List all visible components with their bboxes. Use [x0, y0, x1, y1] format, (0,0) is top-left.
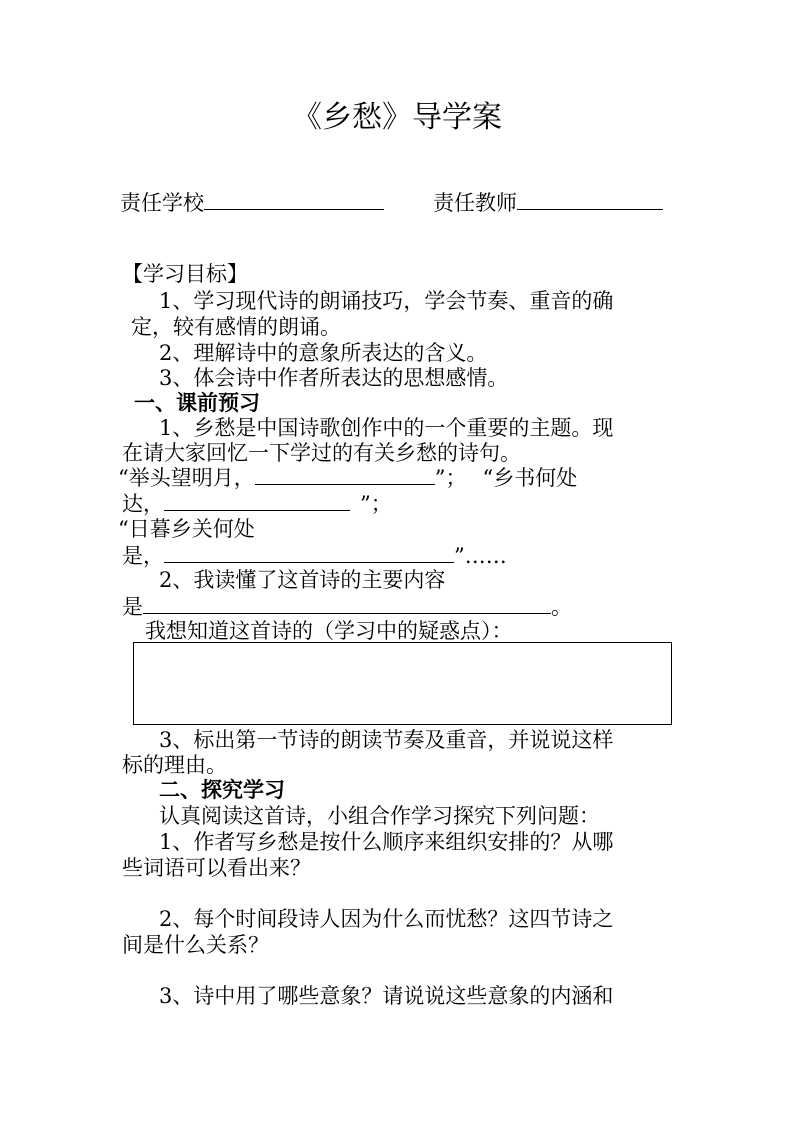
quote2-start: “乡书何处	[482, 466, 578, 490]
explore-q1-line-1: 1、作者写乡愁是按什么顺序来组织安排的？从哪	[159, 830, 614, 854]
preview-q3-line-1: 3、标出第一节诗的朗读节奏及重音，并说说这样	[159, 728, 614, 752]
quote-line-3	[122, 542, 507, 569]
quote-line-2	[122, 490, 392, 517]
quote1-blank[interactable]	[255, 464, 435, 485]
quote3-end: ”……	[454, 544, 507, 568]
school-blank[interactable]	[204, 189, 384, 210]
quote2-end: ”；	[360, 492, 392, 516]
doubt-label: 我想知道这首诗的（学习中的疑惑点）：	[145, 619, 513, 643]
quote1-end: ”；	[434, 466, 467, 490]
preview-q3-line-2: 标的理由。	[122, 753, 227, 777]
explore-intro: 认真阅读这首诗，小组合作学习探究下列问题：	[159, 804, 600, 828]
preview-q1-line-1: 1、乡愁是中国诗歌创作中的一个重要的主题。现	[159, 416, 614, 440]
quote2-cont: 达，	[122, 492, 164, 516]
goal-item-1-line-1: 1、学习现代诗的朗诵技巧，学会节奏、重音的确	[159, 289, 614, 313]
section-explore-heading: 二、探究学习	[159, 777, 285, 802]
quote3-cont: 是，	[122, 544, 164, 568]
quote2-blank[interactable]	[164, 490, 350, 511]
explore-q3-line-1: 3、诗中用了哪些意象？请说说这些意象的内涵和	[159, 984, 614, 1008]
quote3-blank[interactable]	[164, 542, 454, 563]
school-label: 责任学校	[120, 191, 204, 215]
quote3-start: “日暮乡关何处	[118, 517, 255, 541]
explore-q2-line-1: 2、每个时间段诗人因为什么而忧愁？这四节诗之	[159, 907, 614, 931]
goal-item-2: 2、理解诗中的意象所表达的含义。	[159, 341, 488, 365]
school-field	[120, 189, 384, 216]
q2-cont: 是	[122, 595, 143, 619]
preview-q1-line-2: 在请大家回忆一下学过的有关乡愁的诗句。	[122, 441, 521, 465]
teacher-label: 责任教师	[433, 191, 517, 215]
quote-line-1	[118, 464, 577, 491]
section-preview-heading: 一、课前预习	[134, 390, 260, 415]
teacher-field	[433, 189, 663, 216]
preview-q2-line-1: 2、我读懂了这首诗的主要内容	[159, 568, 446, 592]
q2-end: 。	[551, 595, 572, 619]
explore-q1-line-2: 些词语可以看出来？	[122, 856, 311, 880]
q2-answer-blank[interactable]	[143, 593, 551, 614]
quote1-start: “举头望明月，	[118, 466, 255, 490]
explore-q2-line-2: 间是什么关系？	[122, 933, 269, 957]
doubt-answer-box[interactable]	[133, 642, 672, 725]
goal-item-1-line-2: 定，较有感情的朗诵。	[131, 315, 341, 339]
teacher-blank[interactable]	[517, 189, 663, 210]
goal-item-3: 3、体会诗中作者所表达的思想感情。	[159, 366, 509, 390]
goals-heading: 【学习目标】	[122, 262, 248, 286]
page-title: 《乡愁》导学案	[292, 100, 502, 135]
preview-q2-line-2	[122, 593, 572, 620]
